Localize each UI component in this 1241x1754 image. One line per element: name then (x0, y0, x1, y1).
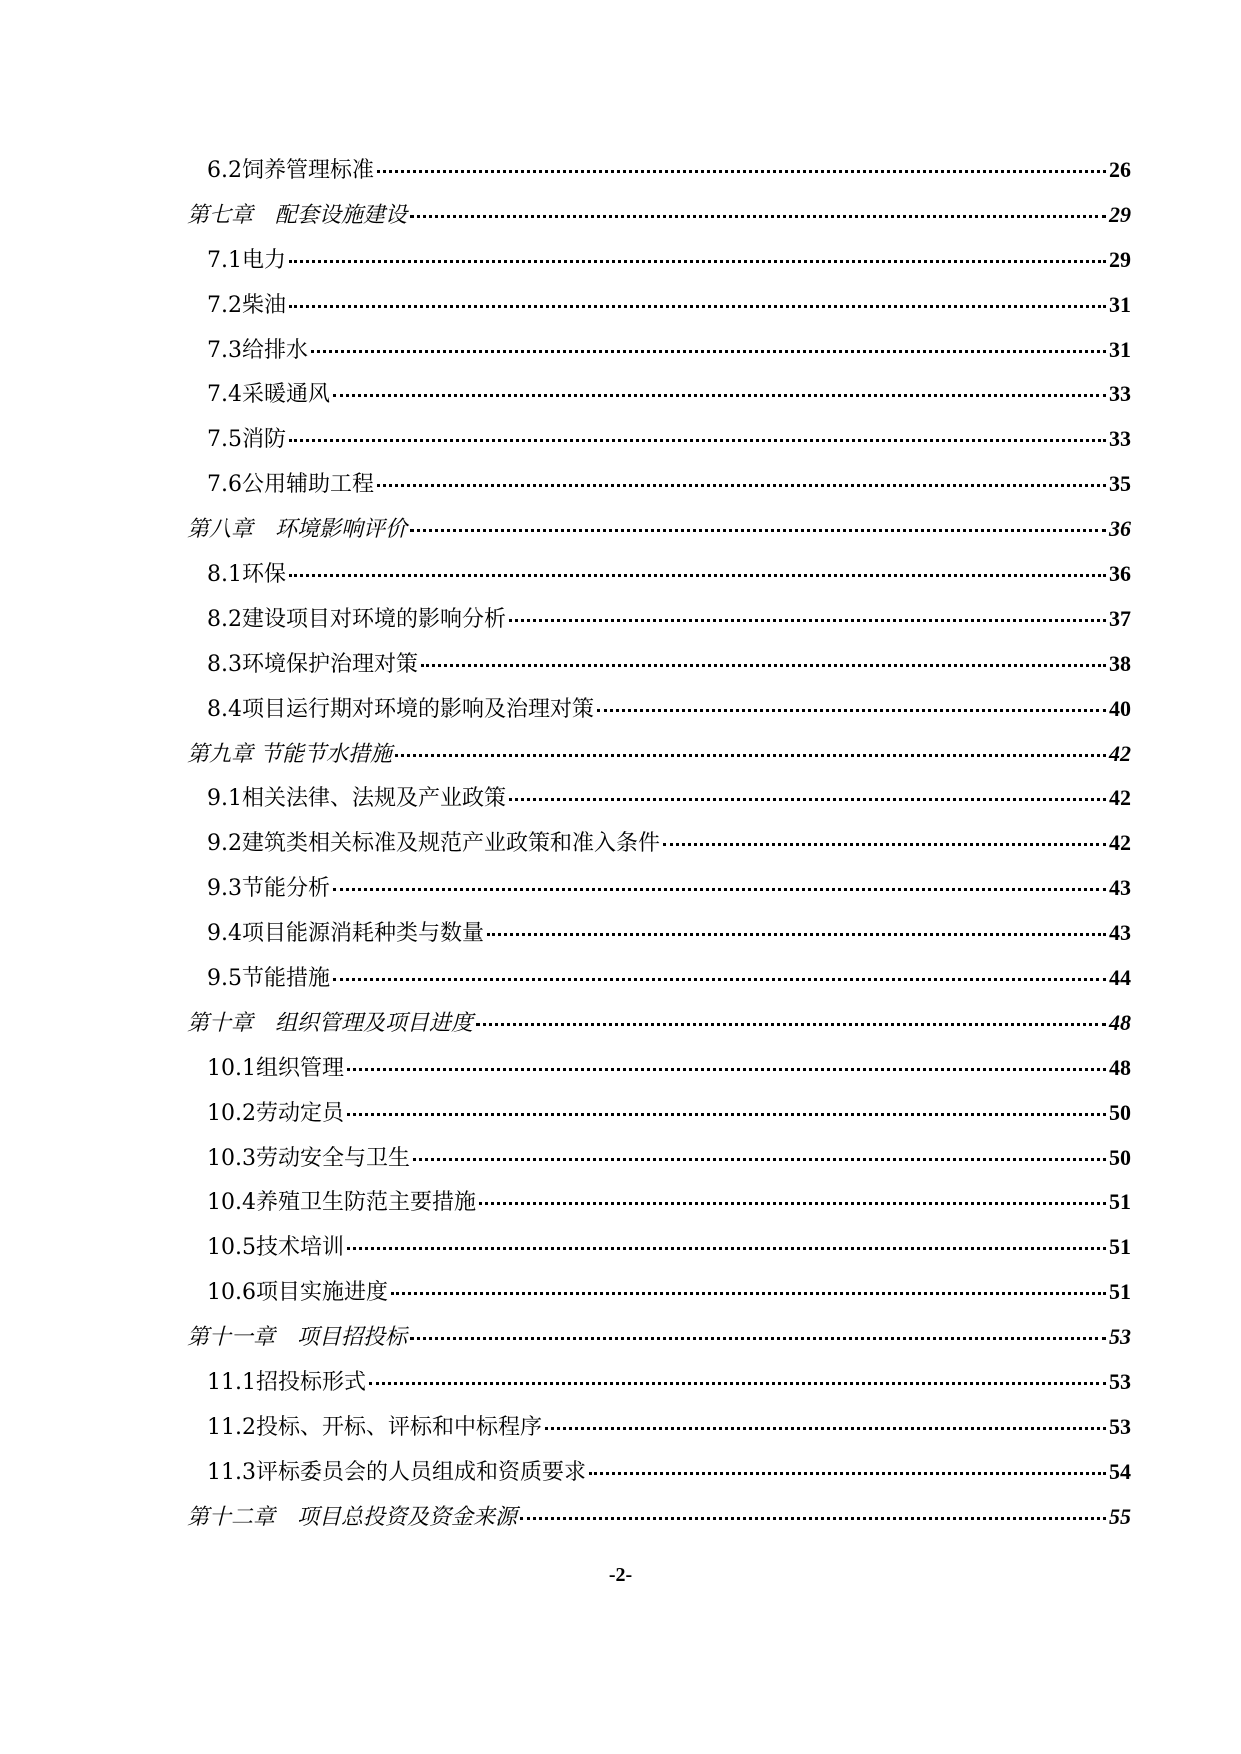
toc-entry-title: 6.2饲养管理标准 (207, 158, 374, 183)
toc-section-entry[interactable] (187, 1225, 1131, 1270)
toc-section-entry[interactable] (187, 687, 1131, 732)
toc-entry-title: 10.2劳动定员 (207, 1100, 344, 1126)
toc-section-entry[interactable] (187, 462, 1131, 507)
toc-entry-page-number: 40 (1109, 695, 1131, 721)
toc-dot-leader (476, 1023, 1106, 1026)
page-number: -2- (608, 1564, 633, 1586)
toc-entry-title: 10.4养殖卫生防范主要措施 (207, 1190, 476, 1216)
toc-section-entry[interactable] (187, 866, 1131, 911)
toc-entry-title: 9.4项目能源消耗种类与数量 (207, 921, 484, 947)
toc-dot-leader (545, 1427, 1106, 1430)
toc-entry-title: 10.5技术培训 (207, 1235, 344, 1261)
toc-section-entry[interactable] (187, 238, 1131, 283)
toc-entry-title: 7.6公用辅助工程 (207, 472, 374, 498)
toc-entry-title: 8.1环保 (207, 562, 286, 588)
toc-section-entry[interactable] (187, 776, 1131, 821)
toc-entry-title: 第十一章 项目招投标 (187, 1325, 408, 1351)
toc-entry-title: 7.2柴油 (207, 292, 286, 318)
toc-dot-leader (347, 1247, 1106, 1250)
toc-entry-title: 11.3评标委员会的人员组成和资质要求 (207, 1459, 586, 1485)
toc-section-entry[interactable] (187, 1405, 1131, 1450)
toc-entry-page-number: 51 (1109, 1234, 1131, 1260)
toc-chapter-entry[interactable] (187, 1001, 1131, 1046)
toc-entry-page-number: 33 (1109, 426, 1131, 452)
toc-section-entry[interactable] (187, 417, 1131, 462)
toc-dot-leader (289, 574, 1106, 577)
toc-dot-leader (333, 888, 1106, 891)
toc-dot-leader (289, 439, 1106, 442)
toc-entry-page-number: 37 (1109, 605, 1131, 631)
toc-chapter-entry[interactable] (187, 1495, 1131, 1540)
toc-entry-page-number: 53 (1109, 1324, 1131, 1350)
toc-dot-leader (395, 754, 1106, 757)
toc-section-entry[interactable] (187, 148, 1131, 193)
toc-entry-page-number: 33 (1109, 381, 1131, 407)
toc-entry-title: 7.1电力 (207, 247, 286, 273)
toc-section-entry[interactable] (187, 1270, 1131, 1315)
toc-dot-leader (589, 1472, 1106, 1475)
toc-dot-leader (663, 843, 1106, 846)
toc-entry-title: 7.4采暖通风 (207, 382, 330, 408)
toc-entry-page-number: 53 (1109, 1413, 1131, 1439)
toc-section-entry[interactable] (187, 1180, 1131, 1225)
toc-entry-page-number: 29 (1109, 201, 1131, 227)
toc-section-entry[interactable] (187, 1046, 1131, 1091)
toc-entry-page-number: 43 (1109, 875, 1131, 901)
toc-entry-page-number: 53 (1109, 1369, 1131, 1395)
toc-entry-page-number: 36 (1109, 561, 1131, 587)
toc-section-entry[interactable] (187, 1360, 1131, 1405)
toc-dot-leader (333, 394, 1106, 397)
toc-section-entry[interactable] (187, 1450, 1131, 1495)
toc-dot-leader (289, 260, 1106, 263)
toc-dot-leader (311, 350, 1106, 353)
toc-dot-leader (421, 664, 1106, 667)
toc-section-entry[interactable] (187, 1136, 1131, 1181)
toc-section-entry[interactable] (187, 328, 1131, 373)
toc-dot-leader (413, 1158, 1106, 1161)
toc-dot-leader (487, 933, 1106, 936)
toc-section-entry[interactable] (187, 552, 1131, 597)
table-of-contents (187, 148, 1131, 1540)
toc-section-entry[interactable] (187, 372, 1131, 417)
toc-entry-title: 9.2建筑类相关标准及规范产业政策和准入条件 (207, 831, 660, 857)
toc-chapter-entry[interactable] (187, 193, 1131, 238)
toc-chapter-entry[interactable] (187, 1315, 1131, 1360)
toc-chapter-entry[interactable] (187, 732, 1131, 777)
toc-dot-leader (479, 1202, 1106, 1205)
toc-entry-title: 10.1组织管理 (207, 1055, 344, 1081)
toc-entry-page-number: 50 (1109, 1099, 1131, 1125)
toc-section-entry[interactable] (187, 1091, 1131, 1136)
toc-dot-leader (597, 709, 1106, 712)
toc-entry-page-number: 55 (1109, 1503, 1131, 1529)
toc-entry-title: 第十二章 项目总投资及资金来源 (187, 1504, 518, 1530)
toc-section-entry[interactable] (187, 911, 1131, 956)
toc-dot-leader (377, 484, 1106, 487)
toc-entry-title: 7.3给排水 (207, 337, 308, 363)
toc-chapter-entry[interactable] (187, 507, 1131, 552)
toc-section-entry[interactable] (187, 821, 1131, 866)
toc-entry-title: 11.2投标、开标、评标和中标程序 (207, 1414, 542, 1440)
toc-entry-page-number: 51 (1109, 1279, 1131, 1305)
toc-section-entry[interactable] (187, 956, 1131, 1001)
toc-entry-title: 8.4项目运行期对环境的影响及治理对策 (207, 696, 594, 722)
toc-dot-leader (509, 619, 1106, 622)
toc-entry-title: 第九章 节能节水措施 (187, 741, 392, 767)
toc-dot-leader (377, 170, 1106, 173)
toc-entry-page-number: 44 (1109, 965, 1131, 991)
toc-entry-title: 9.5节能措施 (207, 966, 330, 992)
toc-section-entry[interactable] (187, 642, 1131, 687)
toc-entry-page-number: 43 (1109, 920, 1131, 946)
toc-dot-leader (369, 1382, 1106, 1385)
toc-dot-leader (410, 529, 1106, 532)
toc-entry-title: 10.6项目实施进度 (207, 1280, 388, 1306)
toc-entry-page-number: 31 (1109, 336, 1131, 362)
toc-entry-page-number: 31 (1109, 291, 1131, 317)
toc-dot-leader (520, 1517, 1106, 1520)
toc-entry-title: 第七章 配套设施建设 (187, 202, 408, 228)
toc-dot-leader (410, 215, 1106, 218)
toc-entry-page-number: 42 (1109, 830, 1131, 856)
toc-dot-leader (410, 1337, 1106, 1340)
toc-entry-title: 第十章 组织管理及项目进度 (187, 1010, 474, 1036)
toc-entry-title: 8.2建设项目对环境的影响分析 (207, 606, 506, 632)
toc-entry-page-number: 26 (1109, 157, 1131, 182)
toc-entry-title: 11.1招投标形式 (207, 1370, 366, 1396)
toc-dot-leader (289, 305, 1106, 308)
toc-entry-title: 9.1相关法律、法规及产业政策 (207, 786, 506, 812)
toc-section-entry[interactable] (187, 283, 1131, 328)
toc-entry-page-number: 38 (1109, 650, 1131, 676)
toc-entry-page-number: 51 (1109, 1189, 1131, 1215)
toc-entry-page-number: 35 (1109, 471, 1131, 497)
toc-dot-leader (347, 1113, 1106, 1116)
toc-entry-page-number: 48 (1109, 1054, 1131, 1080)
toc-entry-title: 10.3劳动安全与卫生 (207, 1145, 410, 1171)
toc-entry-title: 7.5消防 (207, 427, 286, 453)
toc-entry-page-number: 29 (1109, 246, 1131, 272)
toc-entry-title: 第八章 环境影响评价 (187, 517, 408, 543)
toc-entry-page-number: 50 (1109, 1144, 1131, 1170)
toc-entry-page-number: 54 (1109, 1458, 1131, 1484)
toc-dot-leader (333, 978, 1106, 981)
toc-dot-leader (347, 1068, 1106, 1071)
toc-section-entry[interactable] (187, 597, 1131, 642)
toc-entry-page-number: 48 (1109, 1009, 1131, 1035)
toc-entry-page-number: 36 (1109, 516, 1131, 542)
toc-dot-leader (391, 1292, 1106, 1295)
toc-entry-page-number: 42 (1109, 785, 1131, 811)
toc-entry-page-number: 42 (1109, 740, 1131, 766)
toc-entry-title: 8.3环境保护治理对策 (207, 651, 418, 677)
toc-dot-leader (509, 798, 1106, 801)
toc-entry-title: 9.3节能分析 (207, 876, 330, 902)
